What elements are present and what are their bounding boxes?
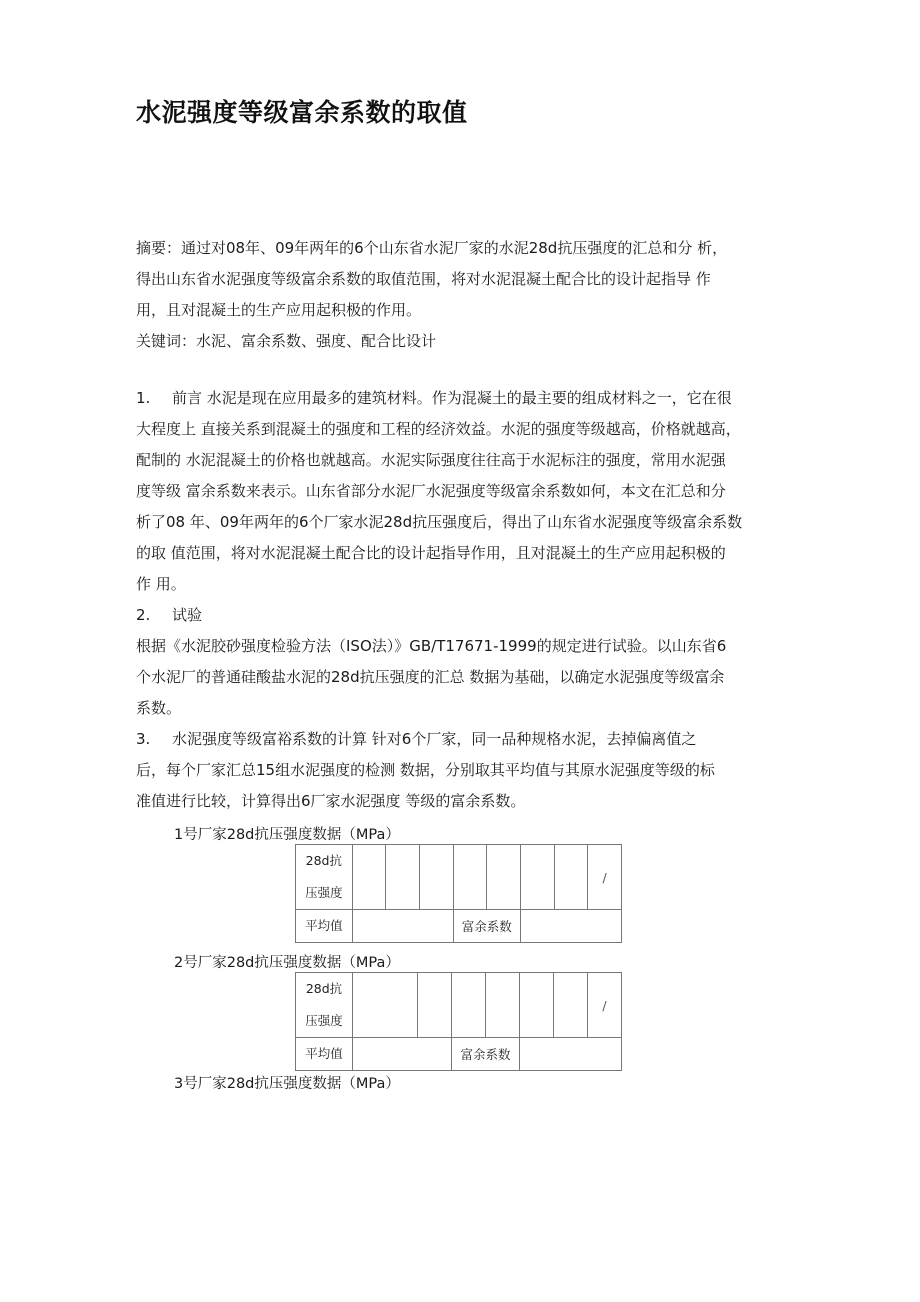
- section-text-line: 水泥强度等级富裕系数的计算 针对6个厂家，同一品种规格水泥，去掉偏离值之: [172, 730, 697, 748]
- section-number: 2.: [136, 606, 151, 624]
- section-text-line: 度等级 富余系数来表示。山东省部分水泥厂水泥强度等级富余系数如何，本文在汇总和分: [136, 482, 726, 500]
- strength-table-factory-2: [295, 972, 622, 1071]
- table-cell: [554, 845, 588, 910]
- keywords: 关键词：水泥、富余系数、强度、配合比设计: [136, 332, 437, 350]
- section-text-line: 大程度上 直接关系到混凝土的强度和工程的经济效益。水泥的强度等级越高，价格就越高，: [136, 420, 741, 438]
- section-text-line: 配制的 水泥混凝土的价格也就越高。水泥实际强度往往高于水泥标注的强度，常用水泥强: [136, 451, 726, 469]
- row-label-average: 平均值: [296, 1038, 353, 1071]
- table-cell: /: [588, 845, 622, 910]
- section-text-line: 个水泥厂的普通硅酸盐水泥的28d抗压强度的汇总 数据为基础，以确定水泥强度等级富余: [136, 668, 725, 686]
- abstract-line: 得出山东省水泥强度等级富余系数的取值范围，将对水泥混凝土配合比的设计起指导 作: [136, 270, 711, 288]
- table-cell: [486, 973, 520, 1038]
- table-cell: [554, 973, 588, 1038]
- table-cell: [352, 845, 386, 910]
- coefficient-value-cell: [520, 1038, 622, 1071]
- row-label-strength: 28d抗 压强度: [296, 845, 353, 910]
- abstract-line: 用，且对混凝土的生产应用起积极的作用。: [136, 301, 422, 319]
- section-text-line: 根据《水泥胶砂强度检验方法（ISO法）》GB/T17671-1999的规定进行试验。以山东省6: [136, 637, 727, 655]
- table-cell: [487, 845, 521, 910]
- section-text-line: 析了08 年、09年两年的6个厂家水泥28d抗压强度后，得出了山东省水泥强度等级富余系数: [136, 513, 743, 531]
- coefficient-value-cell: [520, 910, 621, 943]
- section-text-line: 系数。: [136, 699, 182, 717]
- table-caption: 3号厂家28d抗压强度数据（MPa）: [174, 1076, 400, 1092]
- section-text-line: 前言 水泥是现在应用最多的建筑材料。作为混凝土的最主要的组成材料之一，它在很: [172, 389, 732, 407]
- coefficient-label: 富余系数: [452, 1038, 520, 1071]
- section-text-line: 准值进行比较，计算得出6厂家水泥强度 等级的富余系数。: [136, 792, 526, 810]
- abstract-line: 摘要：通过对08年、09年两年的6个山东省水泥厂家的水泥28d抗压强度的汇总和分 析，: [136, 239, 728, 257]
- section-heading: 试验: [172, 606, 203, 624]
- section-text-line: 的取 值范围，将对水泥混凝土配合比的设计起指导作用，且对混凝土的生产应用起积极的: [136, 544, 726, 562]
- table-cell: [520, 845, 554, 910]
- row-label-average: 平均值: [296, 910, 353, 943]
- table-cell: [386, 845, 420, 910]
- table-cell: [520, 973, 554, 1038]
- table-cell: [418, 973, 452, 1038]
- table-cell: /: [588, 973, 622, 1038]
- section-number: 1.: [136, 389, 151, 407]
- coefficient-label: 富余系数: [453, 910, 520, 943]
- document-title: 水泥强度等级富余系数的取值: [136, 98, 468, 127]
- table-cell: [452, 973, 486, 1038]
- average-value-cell: [352, 910, 453, 943]
- table-cell: [453, 845, 487, 910]
- section-calculation: [136, 724, 786, 817]
- strength-table-factory-1: [295, 844, 622, 943]
- table-caption: 1号厂家28d抗压强度数据（MPa）: [174, 827, 400, 843]
- section-text-line: 作 用。: [136, 575, 186, 593]
- table-cell: [353, 973, 418, 1038]
- average-value-cell: [353, 1038, 452, 1071]
- table-caption: 2号厂家28d抗压强度数据（MPa）: [174, 955, 400, 971]
- row-label-strength: 28d抗 压强度: [296, 973, 353, 1038]
- section-introduction: [136, 383, 786, 600]
- section-experiment: [136, 600, 786, 724]
- table-cell: [419, 845, 453, 910]
- section-number: 3.: [136, 730, 151, 748]
- section-text-line: 后，每个厂家汇总15组水泥强度的检测 数据，分别取其平均值与其原水泥强度等级的标: [136, 761, 715, 779]
- abstract: [136, 233, 786, 357]
